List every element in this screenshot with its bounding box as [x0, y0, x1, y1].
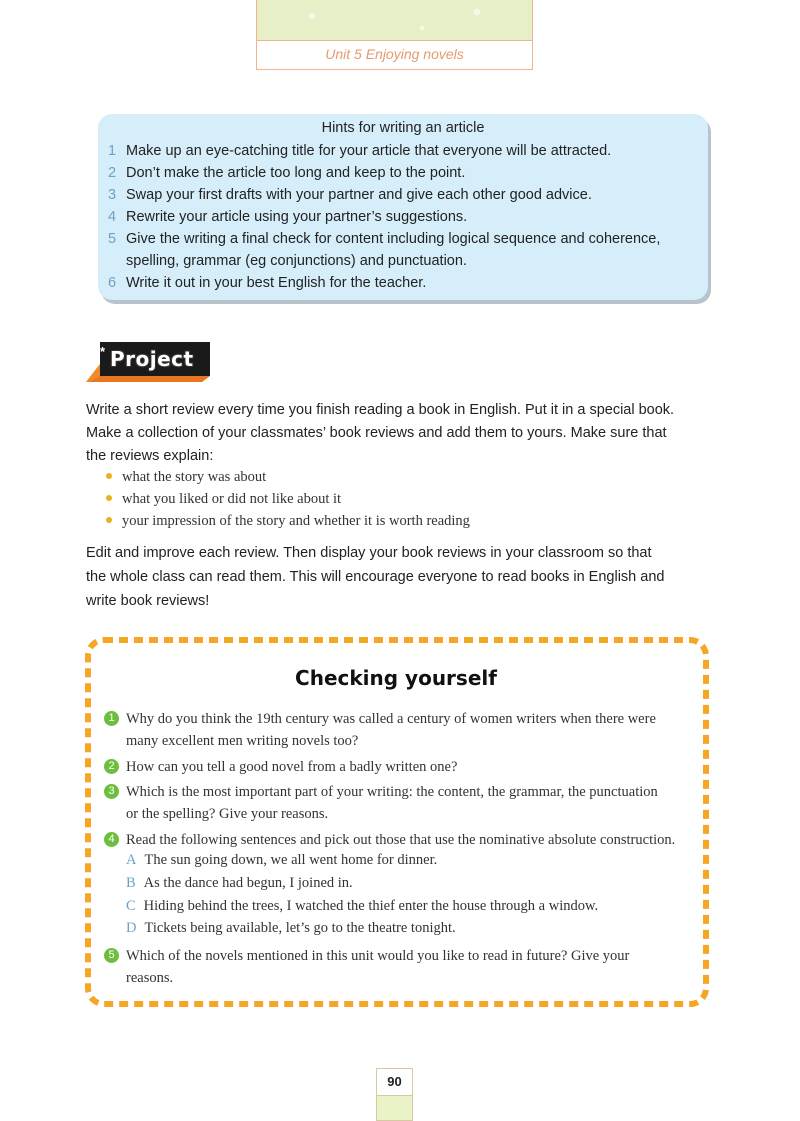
question-item	[104, 781, 696, 825]
option-text: The sun going down, we all went home for dinner.	[144, 852, 438, 868]
bullet-dot-icon	[106, 517, 112, 523]
project-intro-line: Write a short review every time you finish reading a book in English. Put it in a special book.	[86, 402, 675, 418]
project-bullet	[106, 491, 341, 508]
option-item	[126, 920, 456, 937]
hint-text: Don’t make the article too long and keep to the point.	[126, 165, 466, 181]
question-item	[104, 756, 696, 778]
option-text: Hiding behind the trees, I watched the thief enter the house through a window.	[143, 898, 599, 914]
hint-text: Write it out in your best English for the teacher.	[126, 275, 427, 291]
hint-number: 2	[108, 165, 117, 181]
hint-item	[108, 184, 702, 206]
bullet-text: your impression of the story and whether it is worth reading	[122, 513, 470, 529]
project-outro-line: the whole class can read them. This will encourage everyone to read books in English and	[86, 569, 665, 585]
project-bullet	[106, 513, 470, 530]
hints-box	[98, 114, 708, 300]
question-text: Read the following sentences and pick out those that use the nominative absolute construction.	[126, 832, 676, 848]
question-text: Why do you think the 19th century was called a century of women writers when there were many excellent men writing novels too?	[126, 711, 656, 749]
hint-text: Give the writing a final check for content including logical sequence and coherence, spelling, grammar (eg conjunctions) and punctuation.	[126, 231, 661, 269]
project-star: *	[100, 344, 106, 359]
hint-item	[108, 228, 702, 272]
project-bullet	[106, 469, 266, 486]
project-label: Project	[110, 347, 194, 371]
question-text: Which of the novels mentioned in this unit would you like to read in future? Give your reasons.	[126, 948, 630, 986]
hint-item	[108, 140, 702, 162]
question-number-badge: 2	[104, 759, 119, 774]
hint-text: Swap your first drafts with your partner and give each other good advice.	[126, 187, 592, 203]
page-number-tab	[376, 1068, 413, 1121]
question-number-badge: 3	[104, 784, 119, 799]
unit-title: Unit 5 Enjoying novels	[325, 46, 464, 62]
hints-title: Hints for writing an article	[321, 120, 485, 136]
hint-number: 1	[108, 143, 117, 159]
question-item	[104, 945, 696, 989]
bullet-dot-icon	[106, 495, 112, 501]
hint-item	[108, 206, 702, 228]
option-text: As the dance had begun, I joined in.	[143, 875, 353, 891]
hint-number: 5	[108, 231, 117, 247]
option-letter: D	[126, 920, 137, 936]
option-letter: B	[126, 875, 136, 891]
project-intro-line: Make a collection of your classmates’ book reviews and add them to yours. Make sure that	[86, 425, 667, 441]
question-item	[104, 829, 696, 851]
hint-text: Rewrite your article using your partner’s suggestions.	[126, 209, 468, 225]
hint-item	[108, 272, 702, 294]
bullet-text: what the story was about	[122, 469, 267, 485]
page-number: 90	[377, 1069, 412, 1096]
header-decorative-image	[257, 0, 532, 41]
question-text: How can you tell a good novel from a badly written one?	[126, 759, 458, 775]
question-number-badge: 5	[104, 948, 119, 963]
bullet-text: what you liked or did not like about it	[122, 491, 342, 507]
hint-item	[108, 162, 702, 184]
bullet-dot-icon	[106, 473, 112, 479]
project-intro-line: the reviews explain:	[86, 448, 214, 464]
question-item	[104, 708, 696, 752]
unit-header-tab	[256, 0, 533, 70]
question-number-badge: 4	[104, 832, 119, 847]
project-outro-line: Edit and improve each review. Then display your book reviews in your classroom so that	[86, 545, 652, 561]
question-text: Which is the most important part of your writing: the content, the grammar, the punctuation or the spelling? Give your reasons.	[126, 784, 658, 822]
hint-text: Make up an eye-catching title for your article that everyone will be attracted.	[126, 143, 612, 159]
option-item	[126, 898, 598, 915]
option-letter: C	[126, 898, 136, 914]
question-number-badge: 1	[104, 711, 119, 726]
option-letter: A	[126, 852, 137, 868]
option-item	[126, 852, 437, 869]
hint-number: 4	[108, 209, 117, 225]
project-badge	[86, 336, 216, 382]
option-item	[126, 875, 353, 892]
hint-number: 3	[108, 187, 117, 203]
checking-title: Checking yourself	[295, 666, 497, 690]
project-outro-line: write book reviews!	[86, 593, 210, 609]
hint-number: 6	[108, 275, 117, 291]
option-text: Tickets being available, let’s go to the theatre tonight.	[144, 920, 456, 936]
